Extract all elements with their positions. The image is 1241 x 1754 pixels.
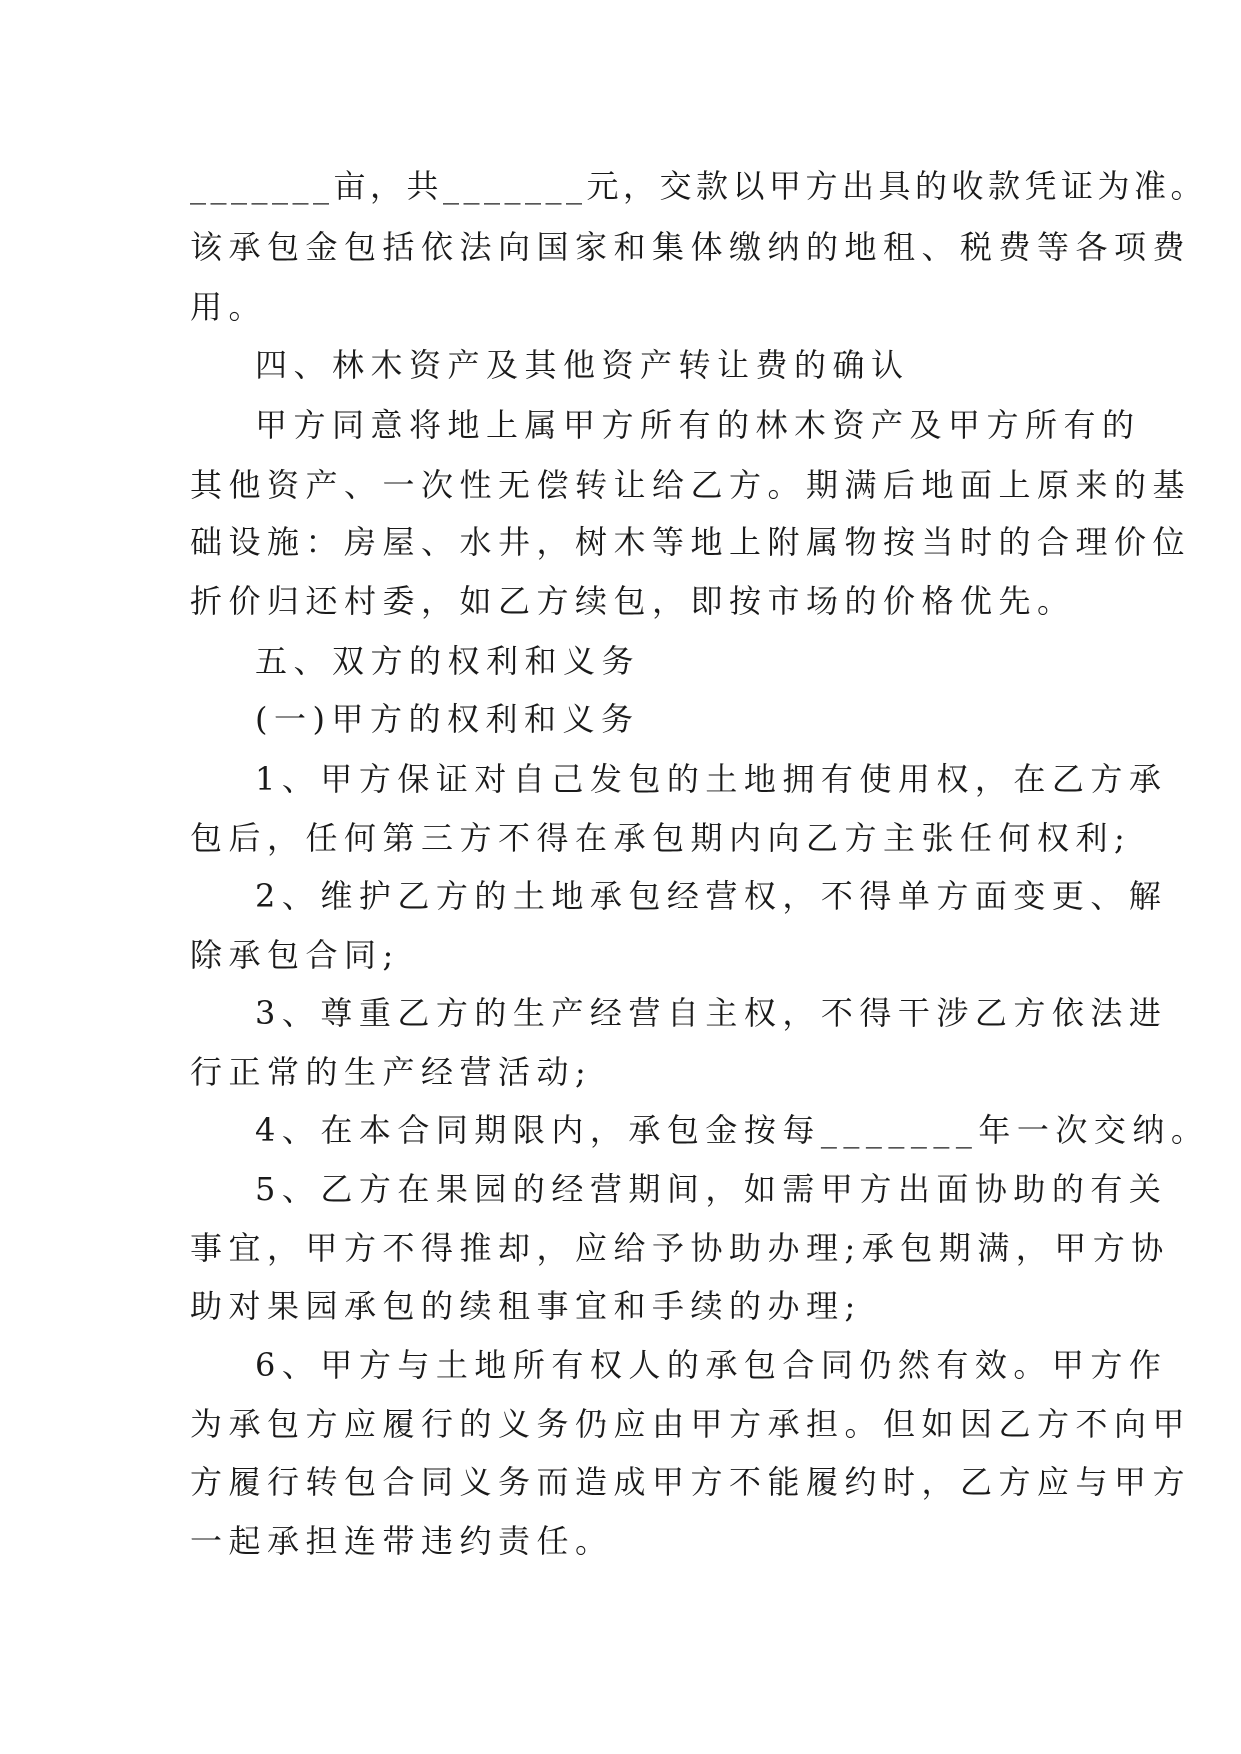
text-line: 3、尊重乙方的生产经营自主权，不得干涉乙方依法进	[255, 994, 1168, 1032]
text-line: 折价归还村委，如乙方续包，即按市场的价格优先。	[190, 582, 1076, 620]
text-line: 事宜，甲方不得推却，应给予协助办理;承包期满，甲方协	[190, 1229, 1170, 1267]
text-line: 6、甲方与土地所有权人的承包合同仍然有效。甲方作	[255, 1346, 1168, 1384]
text-line: 甲方同意将地上属甲方所有的林木资产及甲方所有的	[255, 406, 1141, 444]
text-line: 该承包金包括依法向国家和集体缴纳的地租、税费等各项费	[190, 228, 1192, 266]
text-line: 包后，任何第三方不得在承包期内向乙方主张任何权利;	[190, 819, 1132, 857]
text-line: 方履行转包合同义务而造成甲方不能履约时，乙方应与甲方	[190, 1463, 1192, 1501]
text-line: 助对果园承包的续租事宜和手续的办理;	[190, 1287, 862, 1325]
text-line: 其他资产、一次性无偿转让给乙方。期满后地面上原来的基	[190, 466, 1192, 504]
text-line: 1、甲方保证对自己发包的土地拥有使用权，在乙方承	[255, 760, 1168, 798]
section-heading: 五、双方的权利和义务	[255, 642, 641, 680]
text-line: 除承包合同;	[190, 936, 400, 974]
section-heading: 四、林木资产及其他资产转让费的确认	[255, 346, 910, 384]
text-line: 2、维护乙方的土地承包经营权，不得单方面变更、解	[255, 877, 1168, 915]
text-line: 用。	[190, 288, 268, 326]
text-line: 4、在本合同期限内，承包金按每_______年一次交纳。	[255, 1111, 1210, 1149]
subsection-heading: (一)甲方的权利和义务	[255, 700, 640, 738]
text-line: 行正常的生产经营活动;	[190, 1053, 593, 1091]
text-line: _______亩，共_______元，交款以甲方出具的收款凭证为准。	[190, 167, 1208, 205]
text-line: 础设施：房屋、水井，树木等地上附属物按当时的合理价位	[190, 523, 1192, 561]
text-line: 为承包方应履行的义务仍应由甲方承担。但如因乙方不向甲	[190, 1405, 1192, 1443]
text-line: 一起承担连带违约责任。	[190, 1522, 614, 1560]
text-line: 5、乙方在果园的经营期间，如需甲方出面协助的有关	[255, 1170, 1168, 1208]
